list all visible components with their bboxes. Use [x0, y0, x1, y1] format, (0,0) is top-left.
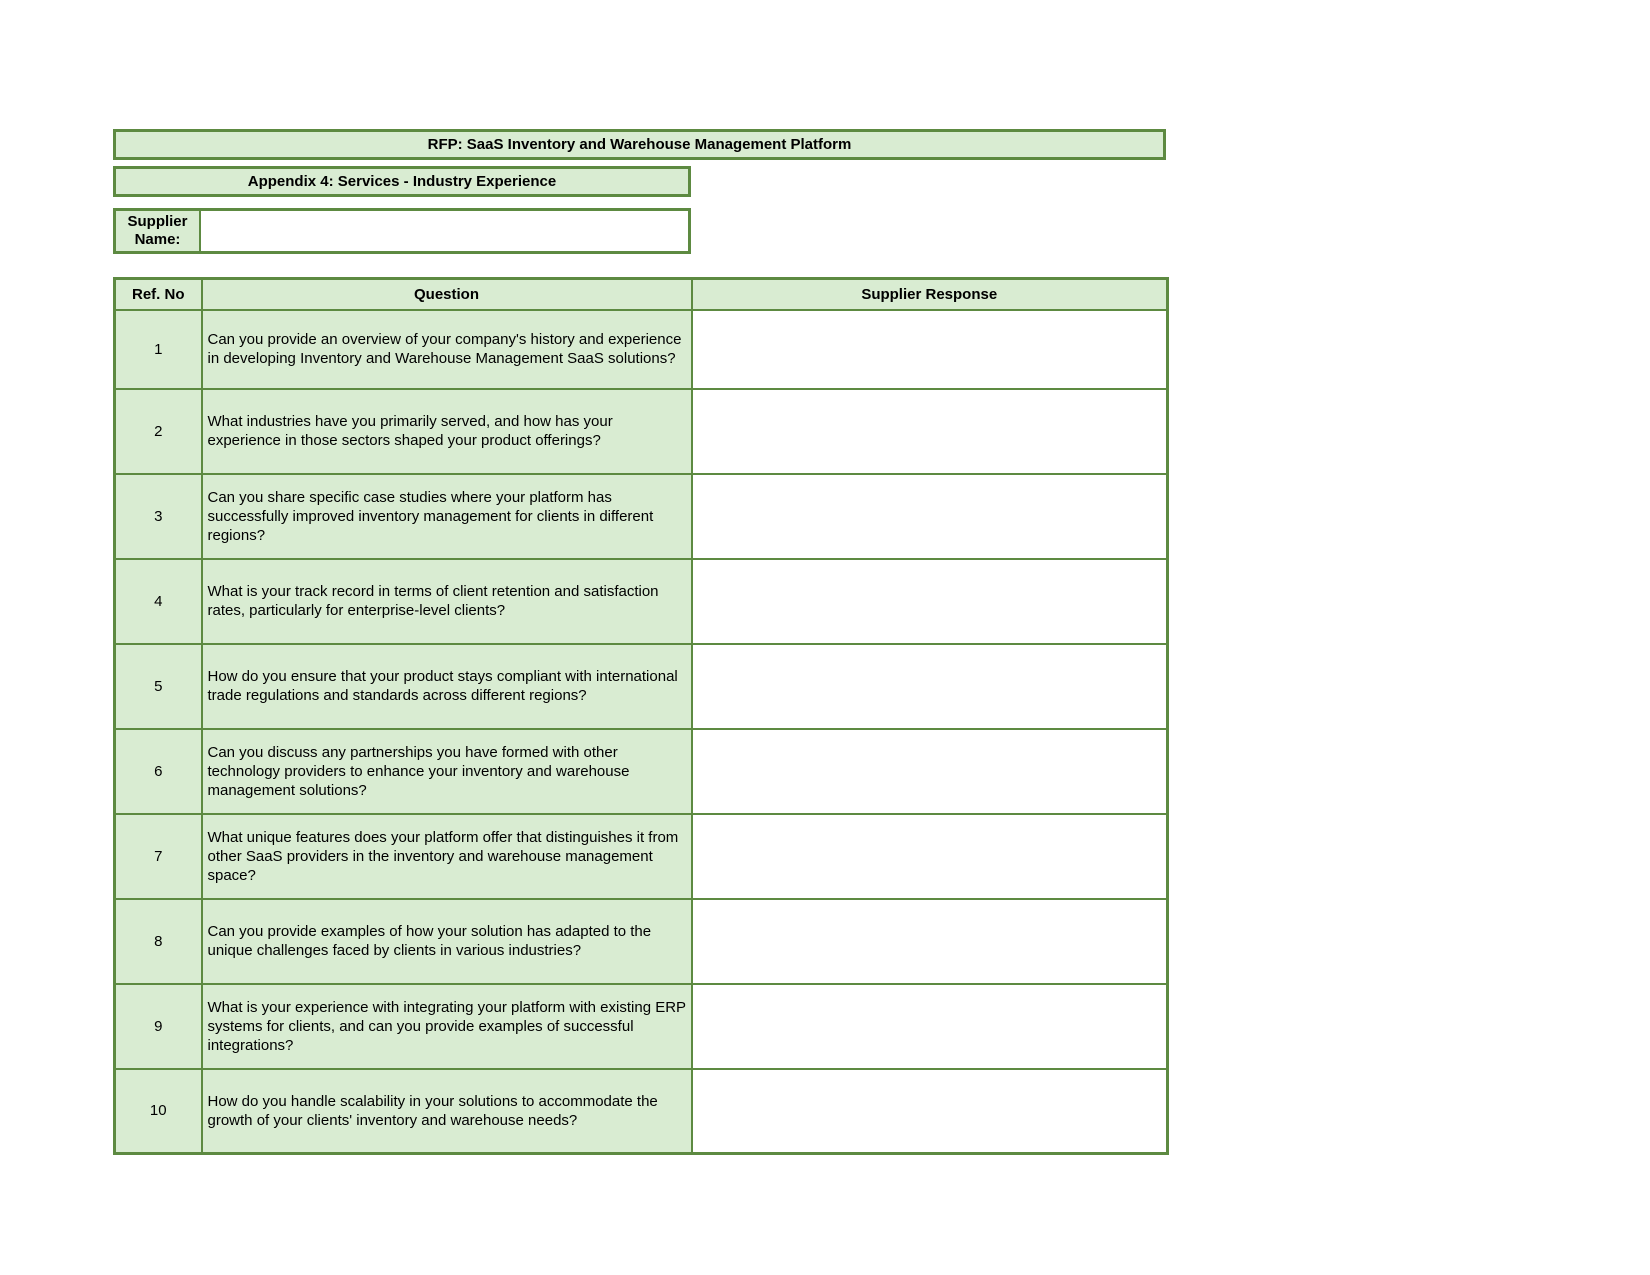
question-cell: What is your experience with integrating your platform with existing ERP systems for clients, and can you provide examples of successful integrations?: [202, 984, 692, 1069]
table-row: [115, 899, 1168, 984]
ref-no-cell: 5: [115, 644, 202, 729]
supplier-name-input[interactable]: [201, 211, 688, 251]
table-row: [115, 1069, 1168, 1154]
ref-no-cell: 6: [115, 729, 202, 814]
ref-no-cell: 1: [115, 310, 202, 389]
table-row: [115, 729, 1168, 814]
ref-no-cell: 8: [115, 899, 202, 984]
supplier-response-cell[interactable]: [692, 814, 1168, 899]
supplier-response-cell[interactable]: [692, 984, 1168, 1069]
table-row: [115, 474, 1168, 559]
col-header-ref-no: Ref. No: [115, 279, 202, 310]
ref-no-cell: 9: [115, 984, 202, 1069]
question-cell: What is your track record in terms of client retention and satisfaction rates, particularly for enterprise-level clients?: [202, 559, 692, 644]
ref-no-cell: 2: [115, 389, 202, 474]
table-row: [115, 559, 1168, 644]
question-cell: What unique features does your platform offer that distinguishes it from other SaaS providers in the inventory and warehouse management space?: [202, 814, 692, 899]
ref-no-cell: 3: [115, 474, 202, 559]
question-cell: Can you discuss any partnerships you have formed with other technology providers to enhance your inventory and warehouse management solutions?: [202, 729, 692, 814]
table-row: [115, 644, 1168, 729]
supplier-response-cell[interactable]: [692, 310, 1168, 389]
supplier-response-cell[interactable]: [692, 559, 1168, 644]
table-row: [115, 310, 1168, 389]
rfp-title-bar: RFP: SaaS Inventory and Warehouse Management Platform: [113, 129, 1166, 160]
supplier-response-cell[interactable]: [692, 899, 1168, 984]
table-body: [115, 310, 1168, 1154]
supplier-name-section: [113, 208, 691, 254]
table-header-row: [115, 279, 1168, 310]
ref-no-cell: 7: [115, 814, 202, 899]
col-header-question: Question: [202, 279, 692, 310]
supplier-response-cell[interactable]: [692, 389, 1168, 474]
table-row: [115, 389, 1168, 474]
supplier-response-cell[interactable]: [692, 729, 1168, 814]
supplier-response-cell[interactable]: [692, 644, 1168, 729]
question-cell: Can you provide an overview of your company's history and experience in developing Inventory and Warehouse Management SaaS solutions?: [202, 310, 692, 389]
question-cell: How do you ensure that your product stays compliant with international trade regulations and standards across different regions?: [202, 644, 692, 729]
table-row: [115, 814, 1168, 899]
supplier-response-cell[interactable]: [692, 1069, 1168, 1154]
ref-no-cell: 4: [115, 559, 202, 644]
supplier-response-cell[interactable]: [692, 474, 1168, 559]
question-cell: What industries have you primarily served, and how has your experience in those sectors shaped your product offerings?: [202, 389, 692, 474]
supplier-name-label: Supplier Name:: [116, 211, 201, 251]
table-row: [115, 984, 1168, 1069]
question-cell: Can you share specific case studies where your platform has successfully improved inventory management for clients in different regions?: [202, 474, 692, 559]
col-header-supplier-response: Supplier Response: [692, 279, 1168, 310]
question-cell: Can you provide examples of how your solution has adapted to the unique challenges faced by clients in various industries?: [202, 899, 692, 984]
appendix-title-bar: Appendix 4: Services - Industry Experience: [113, 166, 691, 197]
ref-no-cell: 10: [115, 1069, 202, 1154]
questions-table: [113, 277, 1169, 1155]
question-cell: How do you handle scalability in your solutions to accommodate the growth of your clients' inventory and warehouse needs?: [202, 1069, 692, 1154]
